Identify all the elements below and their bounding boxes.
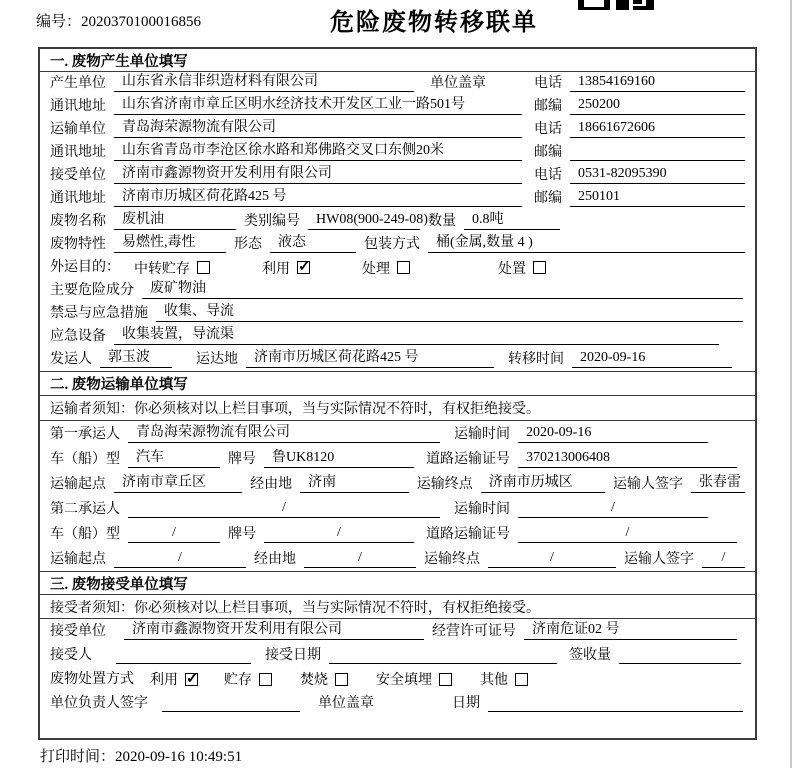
receiver-zip-label: 邮编 <box>534 191 562 206</box>
transporter-phone-value: 18661672606 <box>570 119 745 138</box>
producer-phone-value: 13854169160 <box>570 73 745 92</box>
accept-person-row <box>40 643 755 667</box>
carrier2-row <box>40 496 755 521</box>
plate1-value: 鲁UK8120 <box>264 449 414 468</box>
section1-header <box>40 49 755 72</box>
producer-seal-label: 单位盖章 <box>430 76 486 91</box>
end1-label: 运输终点 <box>416 477 473 492</box>
permit1-label: 道路运输证号 <box>426 452 510 467</box>
producer-address-value: 山东省济南市章丘区明水经济技术开发区工业一路501号 <box>114 96 522 115</box>
plate1-label: 牌号 <box>228 452 256 467</box>
waste-category-value: HW08(900-249-08) <box>308 211 420 230</box>
transporter-zip-value <box>570 143 745 161</box>
producer-address-label: 通讯地址 <box>50 99 106 114</box>
doc-number <box>36 10 201 31</box>
permit2-label: 道路运输证号 <box>426 527 510 542</box>
transporter-row <box>40 118 755 141</box>
responsible-sign-row <box>40 691 755 715</box>
print-time-value: 2020-09-16 10:49:51 <box>115 749 243 765</box>
transporter-address-label: 通讯地址 <box>50 145 106 160</box>
sign1-label: 运输人签字 <box>613 477 683 492</box>
sign-date-label: 日期 <box>452 696 480 711</box>
producer-row <box>40 72 755 95</box>
doc-number-label: 编号： <box>36 14 82 30</box>
accept-unit-label: 接受单位 <box>50 624 106 639</box>
producer-phone-label: 电话 <box>534 76 562 91</box>
producer-address-row <box>40 95 755 118</box>
purpose-option-use <box>262 258 310 278</box>
carrier2-value: / <box>128 499 440 518</box>
option-label: 处置 <box>498 261 526 277</box>
equipment-row <box>40 325 755 348</box>
waste-form-value: 液态 <box>270 234 356 253</box>
waste-form-label: 形态 <box>234 237 262 252</box>
disposal-option-burn <box>300 669 348 689</box>
permit2-value: / <box>518 524 737 543</box>
sign2-label: 运输人签字 <box>624 552 694 567</box>
producer-zip-value: 250200 <box>570 96 745 115</box>
purpose-option-treat <box>362 258 410 278</box>
waste-qty-value: 0.8吨 <box>464 211 560 230</box>
hazard-row <box>40 279 755 302</box>
page-title: 危险废物转移联单 <box>330 10 538 36</box>
section2-title: 二. 废物运输单位填写 <box>50 377 188 393</box>
receiver-address-row <box>40 187 755 210</box>
waste-traits-row <box>40 233 755 256</box>
waste-category-label: 类别编号 <box>244 214 300 229</box>
qr-code-fragment-icon <box>578 0 654 10</box>
accept-unit-value: 济南市鑫源物资开发利用有限公司 <box>124 621 424 640</box>
checkbox-icon <box>197 261 210 274</box>
plate2-value: / <box>264 524 414 543</box>
waste-name-label: 废物名称 <box>50 214 106 229</box>
option-label: 中转贮存 <box>134 261 190 277</box>
equipment-label: 应急设备 <box>50 329 106 344</box>
waste-qty-label: 数量 <box>428 214 456 229</box>
disposal-row <box>40 667 755 691</box>
option-label: 安全填埋 <box>376 673 432 688</box>
hazard-value: 废矿物油 <box>142 280 743 299</box>
purpose-option-dispose <box>498 258 546 278</box>
option-label: 处理 <box>362 261 390 277</box>
accept-person-label: 接受人 <box>50 648 92 663</box>
origin2-value: / <box>114 549 246 568</box>
checkbox-icon <box>533 261 546 274</box>
section1-title: 一. 废物产生单位填写 <box>50 53 188 70</box>
unit-seal-label: 单位盖章 <box>318 696 374 711</box>
transfer-time-value: 2020-09-16 <box>572 349 732 368</box>
checkbox-icon <box>335 673 348 686</box>
waste-traits-label: 废物特性 <box>50 237 106 252</box>
checkbox-icon <box>515 673 528 686</box>
packaging-label: 包装方式 <box>364 237 420 252</box>
carrier2-time-value: / <box>518 499 708 518</box>
disposal-label: 废物处置方式 <box>50 671 134 687</box>
license-label: 经营许可证号 <box>432 624 516 639</box>
checkbox-icon <box>439 673 452 686</box>
receiver-phone-label: 电话 <box>534 168 562 183</box>
option-label: 焚烧 <box>300 673 328 688</box>
sign2-value: / <box>702 549 745 568</box>
option-label: 利用 <box>262 261 290 277</box>
sign1-value: 张春雷 <box>691 474 745 493</box>
disposal-option-store <box>224 669 272 689</box>
transporter-label: 运输单位 <box>50 122 106 137</box>
vehicle1-row <box>40 446 755 471</box>
packaging-value: 桶(金属,数量 4 ) <box>428 234 745 253</box>
route2-row <box>40 546 755 571</box>
purpose-option-transfer <box>134 258 210 278</box>
carrier1-label: 第一承运人 <box>50 427 120 442</box>
vehicle2-row <box>40 521 755 546</box>
destination-label: 运达地 <box>196 352 238 367</box>
emergency-label: 禁忌与应急措施 <box>50 306 148 321</box>
waste-name-value: 废机油 <box>114 211 236 230</box>
checkbox-icon <box>397 261 410 274</box>
receiver-address-label: 通讯地址 <box>50 191 106 206</box>
origin1-label: 运输起点 <box>50 477 106 492</box>
section2-header <box>40 371 755 396</box>
carrier1-time-value: 2020-09-16 <box>518 424 708 443</box>
origin2-label: 运输起点 <box>50 552 106 567</box>
page-edge-line <box>790 0 792 768</box>
checkbox-icon <box>297 261 310 274</box>
vehicle2-value: / <box>128 524 220 543</box>
print-time-label: 打印时间： <box>40 749 116 765</box>
via1-value: 济南 <box>300 474 409 493</box>
accept-unit-row <box>40 619 755 643</box>
responsible-sign-value <box>162 694 300 712</box>
transporter-value: 青岛海荣源物流有限公司 <box>114 119 522 138</box>
carrier1-time-label: 运输时间 <box>454 427 510 442</box>
sign-date-value <box>488 694 743 712</box>
plate2-label: 牌号 <box>228 527 256 542</box>
receiver-notice: 接受者须知：你必须核对以上栏目事项，当与实际情况不符时，有权拒绝接受。 <box>50 600 540 616</box>
receiver-phone-value: 0531-82095390 <box>570 165 745 184</box>
producer-zip-label: 邮编 <box>534 99 562 114</box>
accept-amount-label: 签收量 <box>569 648 611 663</box>
permit1-value: 370213006408 <box>518 449 737 468</box>
shipper-value: 郭玉波 <box>100 349 172 368</box>
via1-label: 经由地 <box>250 477 293 492</box>
equipment-value: 收集装置，导流渠 <box>114 326 719 345</box>
disposal-option-use <box>150 669 198 689</box>
transporter-address-value: 山东省青岛市李沧区徐水路和郑佛路交叉口东侧20米 <box>114 142 522 161</box>
carrier1-row <box>40 421 755 446</box>
waste-traits-value: 易燃性,毒性 <box>114 234 226 253</box>
license-value: 济南危证02 号 <box>524 621 737 640</box>
carrier2-label: 第二承运人 <box>50 502 120 517</box>
option-label: 贮存 <box>224 673 252 688</box>
waste-name-row <box>40 210 755 233</box>
option-label: 其他 <box>480 673 508 688</box>
transporter-notice: 运输者须知：你必须核对以上栏目事项，当与实际情况不符时，有权拒绝接受。 <box>50 402 540 417</box>
option-label: 利用 <box>150 673 178 688</box>
receiver-address-value: 济南市历城区荷花路425 号 <box>114 188 522 207</box>
carrier1-value: 青岛海荣源物流有限公司 <box>128 424 440 443</box>
accept-amount-value <box>619 646 741 664</box>
responsible-sign-label: 单位负责人签字 <box>50 696 148 711</box>
transporter-zip-label: 邮编 <box>534 145 562 160</box>
disposal-option-landfill <box>376 669 452 689</box>
via2-value: / <box>304 549 416 568</box>
checkbox-icon <box>259 673 272 686</box>
emergency-row <box>40 302 755 325</box>
transfer-form <box>38 47 757 740</box>
receiver-zip-value: 250101 <box>570 188 745 207</box>
end2-label: 运输终点 <box>424 552 480 567</box>
print-time <box>40 745 242 766</box>
end2-value: / <box>488 549 616 568</box>
shipper-row <box>40 348 755 371</box>
checkbox-icon <box>185 673 198 686</box>
vehicle1-value: 汽车 <box>128 449 220 468</box>
emergency-value: 收集、导流 <box>156 303 743 322</box>
receiver-label: 接受单位 <box>50 168 106 183</box>
producer-value: 山东省永信非织造材料有限公司 <box>114 73 414 92</box>
transporter-address-row <box>40 141 755 164</box>
accept-date-value <box>329 646 557 664</box>
producer-label: 产生单位 <box>50 76 106 91</box>
via2-label: 经由地 <box>254 552 296 567</box>
receiver-row <box>40 164 755 187</box>
vehicle1-label: 车（船）型 <box>50 452 120 467</box>
destination-value: 济南市历城区荷花路425 号 <box>246 349 494 368</box>
vehicle2-label: 车（船）型 <box>50 527 120 542</box>
accept-date-label: 接受日期 <box>265 648 321 663</box>
carrier2-time-label: 运输时间 <box>454 502 510 517</box>
receiver-value: 济南市鑫源物资开发利用有限公司 <box>114 165 522 184</box>
receiver-notice-row <box>40 595 755 619</box>
transporter-notice-row <box>40 396 755 421</box>
transfer-time-label: 转移时间 <box>508 352 564 367</box>
route1-row <box>40 471 755 496</box>
accept-person-value <box>116 646 251 664</box>
purpose-label: 外运目的： <box>50 260 120 275</box>
end1-value: 济南市历城区 <box>481 474 605 493</box>
purpose-row <box>40 256 755 279</box>
section3-title: 三. 废物接受单位填写 <box>50 576 188 593</box>
origin1-value: 济南市章丘区 <box>114 474 242 493</box>
hazard-label: 主要危险成分 <box>50 283 134 298</box>
transporter-phone-label: 电话 <box>534 122 562 137</box>
shipper-label: 发运人 <box>50 352 92 367</box>
disposal-option-other <box>480 669 528 689</box>
section3-header <box>40 571 755 595</box>
doc-number-value: 2020370100016856 <box>81 14 202 30</box>
